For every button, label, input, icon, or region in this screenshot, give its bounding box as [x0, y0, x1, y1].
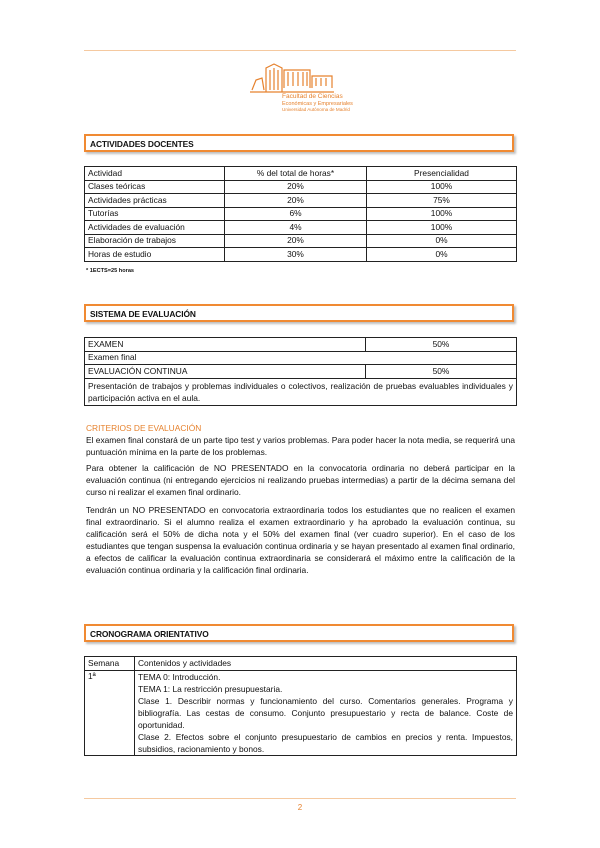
table-row — [85, 351, 517, 365]
column-header: Presencialidad — [367, 167, 517, 181]
week-number: 1ª — [85, 670, 135, 755]
table-row — [85, 248, 517, 262]
continuous-weight: 50% — [366, 365, 517, 379]
criteria-paragraph-1: El examen final constará de un parte tipo test y varios problemas. Para poder hacer la nota media, se requerirá una puntuación mínima en la parte de los problemas. — [86, 435, 515, 457]
table-row — [85, 378, 517, 405]
presence-percent: 100% — [367, 207, 517, 221]
section-evaluation — [84, 304, 514, 322]
hours-percent: 20% — [225, 194, 367, 208]
activity-name: Horas de estudio — [85, 248, 225, 262]
table-row — [85, 207, 517, 221]
section-title: CRONOGRAMA ORIENTATIVO — [90, 629, 209, 639]
header-rule — [84, 50, 516, 51]
section-title: SISTEMA DE EVALUACIÓN — [90, 309, 196, 319]
content-line: Clase 1. Describir normas y funcionamiento del curso. Comentarios generales. Programa y bibliografía. Las cestas de consumo. Conjunto presupuestario y recta de balance. Coste de oportunidad. — [138, 695, 513, 730]
hours-percent: 30% — [225, 248, 367, 262]
table-header-row — [85, 657, 517, 671]
week-content — [135, 670, 517, 755]
page-number: 2 — [297, 803, 303, 812]
table-row — [85, 194, 517, 208]
exam-description: Examen final — [85, 351, 517, 365]
logo-line-1: Facultad de Ciencias — [282, 93, 343, 100]
section-title: ACTIVIDADES DOCENTES — [90, 139, 194, 149]
table-row — [85, 180, 517, 194]
section-activities — [84, 134, 514, 152]
hours-percent: 20% — [225, 234, 367, 248]
table-row — [85, 221, 517, 235]
presence-percent: 75% — [367, 194, 517, 208]
exam-label: EXAMEN — [85, 338, 366, 352]
continuous-description: Presentación de trabajos y problemas individuales o colectivos, realización de pruebas evaluables individuales y participación activa en el aula. — [85, 378, 517, 405]
continuous-label: EVALUACIÓN CONTINUA — [85, 365, 366, 379]
content-line: TEMA 0: Introducción. — [138, 671, 221, 682]
activity-name: Tutorías — [85, 207, 225, 221]
table-row — [85, 670, 517, 755]
table-row — [85, 234, 517, 248]
hours-percent: 4% — [225, 221, 367, 235]
criteria-paragraph-3: Tendrán un NO PRESENTADO en convocatoria extraordinaria todos los estudiantes que no realicen el examen final extraordinario. Si el alumno realiza el examen extraordinario y ha aprobado la evaluación continua, su calificación será el 50% de dicha nota y el 50% del examen final (ver cuadro superior). En el caso de los estudiantes que tengan suspensa la evaluación continua ordinaria y se hayan presentado al examen final ordinario, a efectos de calificar la evaluación continua extraordinaria se considerará el máximo entre la calificación de la evaluación continua ordinaria y la calificación final ordinaria. — [86, 505, 515, 575]
logo-line-2: Económicas y Empresariales — [282, 101, 353, 107]
activity-name: Actividades de evaluación — [85, 221, 225, 235]
activity-name: Clases teóricas — [85, 180, 225, 194]
content-line: Clase 2. Efectos sobre el conjunto presupuestario de cambios en precios y renta. Impuestos, subsidios, racionamiento y bonos. — [138, 731, 513, 754]
column-header: Semana — [85, 657, 135, 671]
ects-note: * 1ECTS=25 horas — [86, 268, 135, 274]
activity-name: Elaboración de trabajos — [85, 234, 225, 248]
footer-rule — [84, 798, 516, 799]
column-header: % del total de horas* — [225, 167, 367, 181]
logo-line-3: Universidad Autónoma de Madrid — [282, 107, 350, 112]
presence-percent: 100% — [367, 221, 517, 235]
hours-percent: 20% — [225, 180, 367, 194]
table-row — [85, 365, 517, 379]
table-row — [85, 338, 517, 352]
presence-percent: 0% — [367, 234, 517, 248]
criteria-paragraph-2: Para obtener la calificación de NO PRESENTADO en la convocatoria ordinaria no deberá participar en la evaluación continua (ni entregando ejercicios ni realizando pruebas intermedias) a partir de la décima semana del curso ni realizar el examen final ordinario. — [86, 463, 515, 497]
column-header: Contenidos y actividades — [135, 657, 517, 671]
content-line: TEMA 1: La restricción presupuestaria. — [138, 683, 283, 694]
section-schedule — [84, 624, 514, 642]
table-header-row — [85, 167, 517, 181]
presence-percent: 0% — [367, 248, 517, 262]
activities-table — [84, 166, 517, 262]
exam-weight: 50% — [366, 338, 517, 352]
criteria-title: CRITERIOS DE EVALUACIÓN — [86, 423, 202, 433]
column-header: Actividad — [85, 167, 225, 181]
presence-percent: 100% — [367, 180, 517, 194]
activity-name: Actividades prácticas — [85, 194, 225, 208]
evaluation-table — [84, 337, 517, 406]
hours-percent: 6% — [225, 207, 367, 221]
schedule-table — [84, 656, 517, 756]
